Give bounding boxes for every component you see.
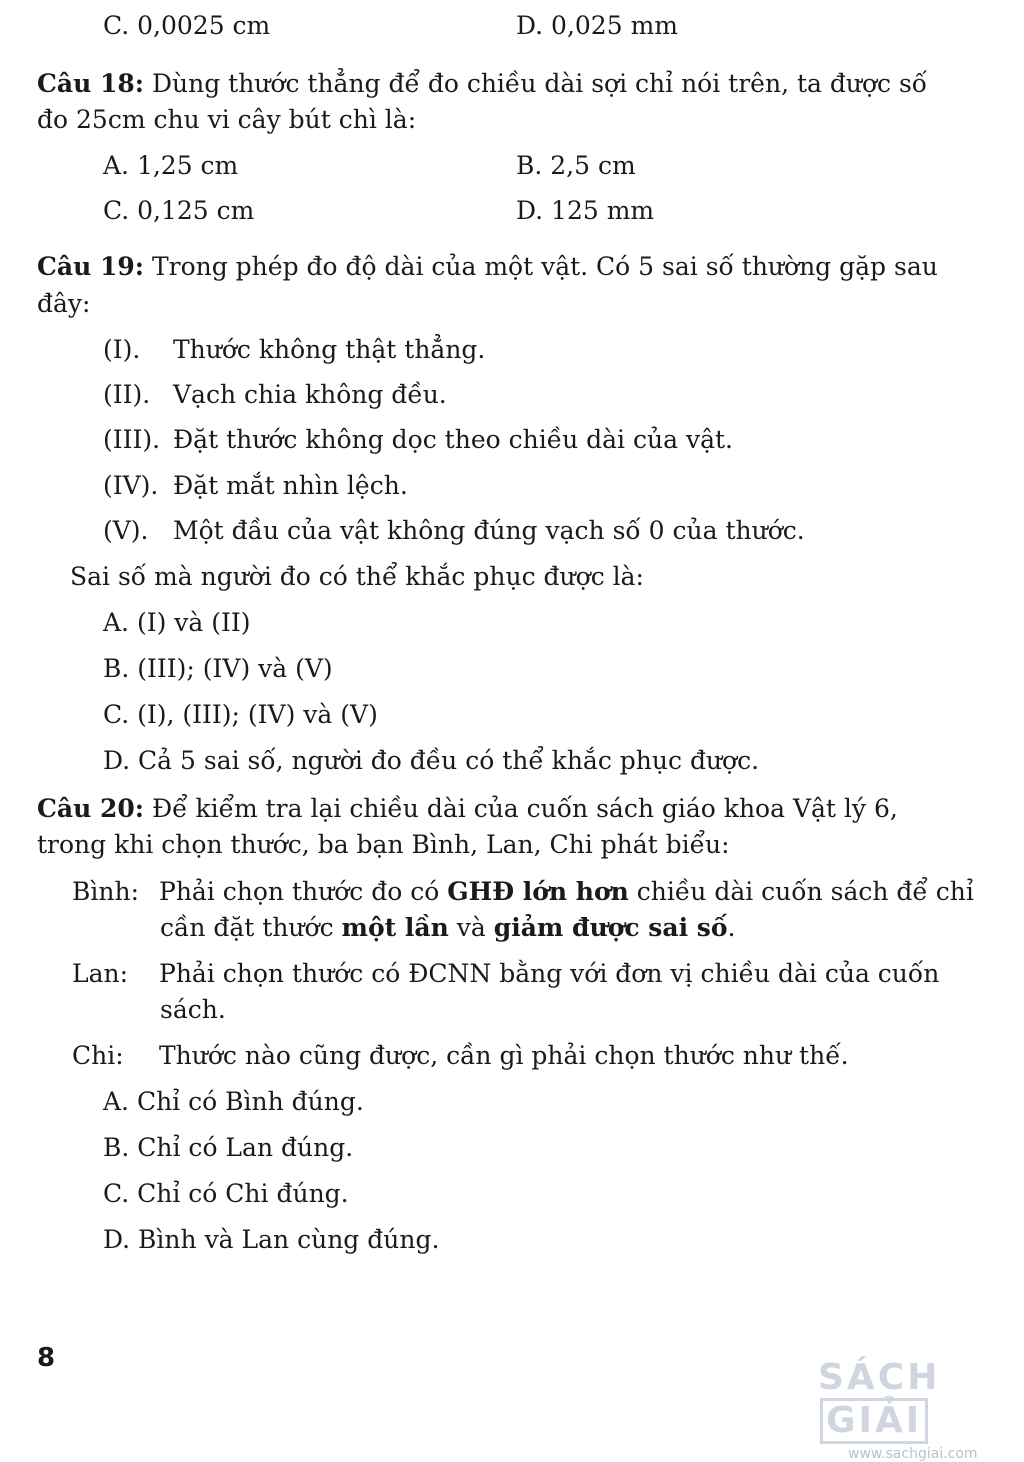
question-19-prompt: Sai số mà người đo có thể khắc phục được là: [70, 562, 644, 591]
q20-option-d: D. Bình và Lan cùng đúng. [103, 1225, 440, 1254]
q19-option-c: C. (I), (III); (IV) và (V) [103, 700, 378, 729]
question-19-text: Trong phép đo độ dài của một vật. Có 5 sai số thường gặp sau [151, 252, 938, 281]
page-number: 8 [37, 1343, 56, 1373]
question-19-line-1 [37, 251, 938, 283]
speaker-binh: Bình: [72, 877, 139, 906]
error-number: (II). [103, 380, 151, 409]
question-18-text: Dùng thước thẳng để đo chiều dài sợi chỉ nói trên, ta được số [151, 69, 928, 98]
watermark-url: www.sachgiai.com [848, 1446, 978, 1462]
q20-option-b: B. Chỉ có Lan đúng. [103, 1133, 354, 1162]
statement-chi [72, 1040, 849, 1072]
statement-binh-cont [160, 912, 736, 944]
statement-binh [72, 876, 974, 908]
question-20-text-cont: trong khi chọn thước, ba bạn Bình, Lan, Chi phát biểu: [37, 830, 730, 859]
statement-text: và [448, 913, 494, 942]
error-text: Vạch chia không đều. [173, 380, 447, 409]
question-19-text-cont: đây: [37, 289, 91, 318]
question-20-label: Câu 20: [37, 794, 144, 823]
error-item [103, 470, 408, 502]
statement-text: Phải chọn thước đo có [159, 877, 448, 906]
speaker-lan: Lan: [72, 959, 129, 988]
statement-emphasis: GHĐ lớn hơn [447, 877, 629, 906]
q18-option-a: A. 1,25 cm [103, 151, 239, 180]
statement-text: Thước nào cũng được, cần gì phải chọn thước như thế. [159, 1041, 849, 1070]
option-d: D. 0,025 mm [516, 11, 678, 40]
error-text: Thước không thật thẳng. [173, 335, 486, 364]
question-20-text: Để kiểm tra lại chiều dài của cuốn sách giáo khoa Vật lý 6, [151, 794, 898, 823]
q18-option-c: C. 0,125 cm [103, 196, 255, 225]
question-19-label: Câu 19: [37, 252, 144, 281]
q19-option-a: A. (I) và (II) [103, 608, 251, 637]
statement-text: Phải chọn thước có ĐCNN bằng với đơn vị chiều dài của cuốn [159, 959, 940, 988]
watermark-brand-a: SÁCH [818, 1357, 941, 1398]
q19-option-d: D. Cả 5 sai số, người đo đều có thể khắc phục được. [103, 746, 760, 775]
statement-text: chiều dài cuốn sách để chỉ [628, 877, 974, 906]
error-number: (I). [103, 335, 141, 364]
statement-emphasis: giảm được sai số [493, 913, 728, 942]
question-18-text-cont: đo 25cm chu vi cây bút chì là: [37, 105, 417, 134]
error-number: (V). [103, 516, 149, 545]
statement-text: . [727, 913, 736, 942]
q20-option-a: A. Chỉ có Bình đúng. [103, 1087, 364, 1116]
error-item [103, 515, 805, 547]
error-item [103, 424, 733, 456]
question-20-line-1 [37, 793, 898, 825]
statement-emphasis: một lần [341, 913, 449, 942]
q20-option-c: C. Chỉ có Chi đúng. [103, 1179, 349, 1208]
question-18-line-1 [37, 68, 927, 100]
error-item [103, 379, 447, 411]
error-number: (III). [103, 425, 161, 454]
error-text: Đặt mắt nhìn lệch. [173, 471, 408, 500]
q18-option-b: B. 2,5 cm [516, 151, 636, 180]
question-18-label: Câu 18: [37, 69, 144, 98]
error-text: Một đầu của vật không đúng vạch số 0 của thước. [173, 516, 805, 545]
watermark-logo [818, 1358, 1024, 1462]
error-number: (IV). [103, 471, 159, 500]
statement-text: cần đặt thước [160, 913, 342, 942]
q19-option-b: B. (III); (IV) và (V) [103, 654, 333, 683]
q18-option-d: D. 125 mm [516, 196, 655, 225]
error-item [103, 334, 485, 366]
watermark-brand-b: GIẢI [820, 1398, 928, 1444]
statement-lan-cont: sách. [160, 995, 226, 1024]
option-c: C. 0,0025 cm [103, 11, 271, 40]
error-text: Đặt thước không dọc theo chiều dài của vật. [173, 425, 733, 454]
speaker-chi: Chi: [72, 1041, 124, 1070]
statement-lan [72, 958, 939, 990]
